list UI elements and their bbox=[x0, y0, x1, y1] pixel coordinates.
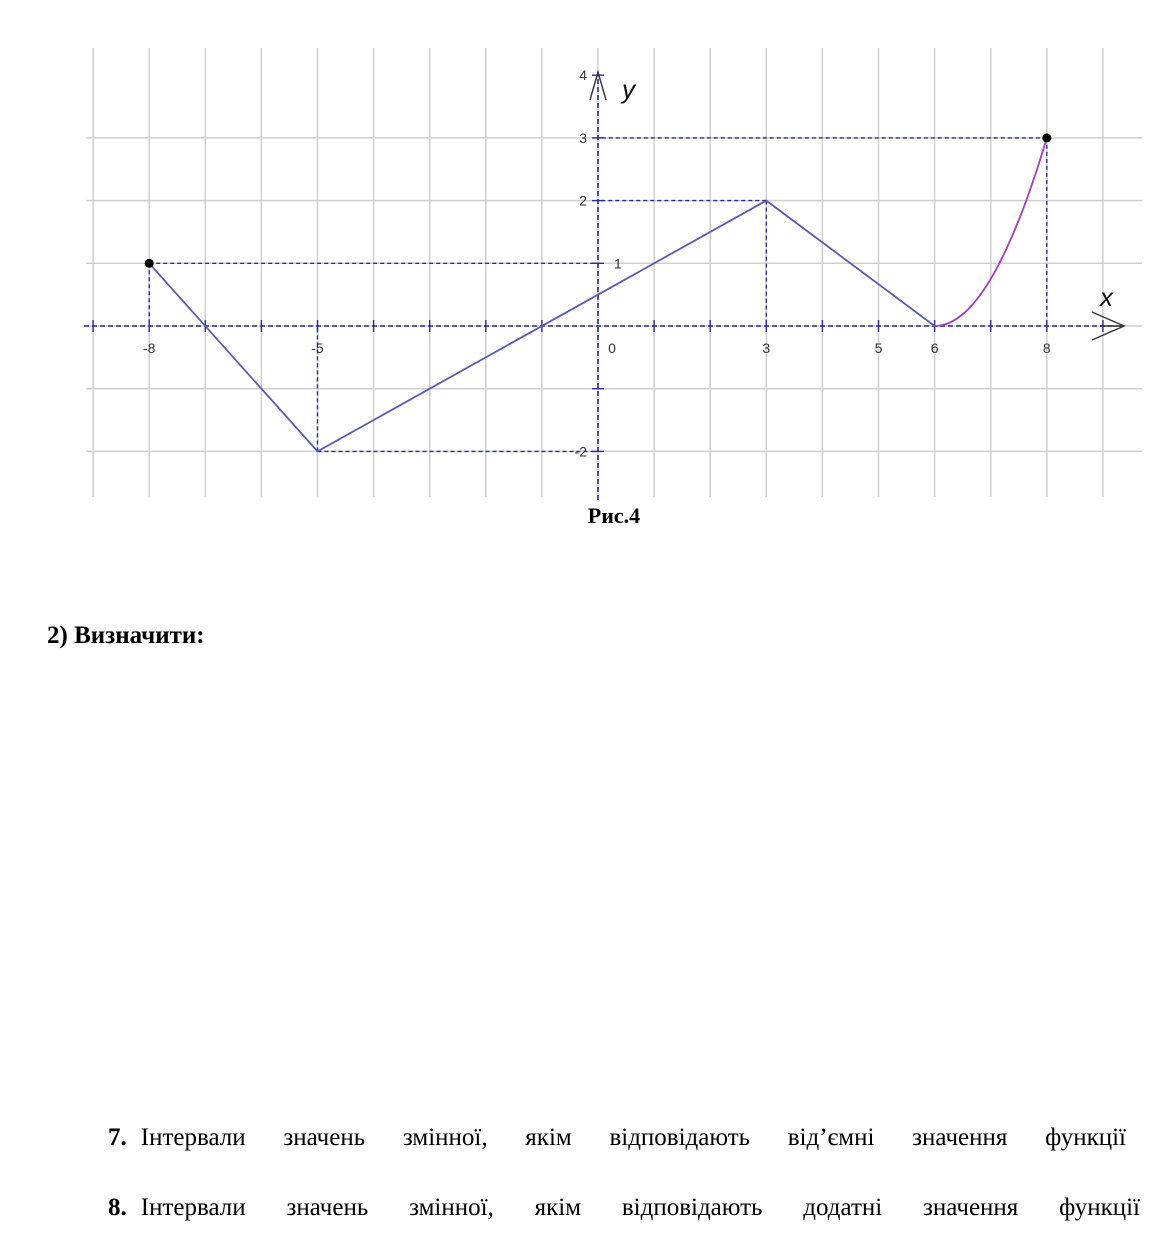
y-tick-label: 4 bbox=[579, 67, 587, 84]
x-axis-label: x bbox=[1100, 282, 1113, 312]
y-tick-label: 2 bbox=[579, 192, 587, 209]
y-tick-label: 3 bbox=[579, 129, 587, 146]
item-text: Інтервали значень змінної, якім відповідають додатні значення функції bbox=[140, 1194, 1140, 1221]
section-heading: 2) Визначити: bbox=[47, 622, 205, 649]
item-number: 8. bbox=[108, 1194, 127, 1221]
x-tick-label: 0 bbox=[608, 340, 616, 356]
x-tick-label: 3 bbox=[762, 340, 771, 356]
list-item bbox=[108, 1194, 1140, 1222]
endpoint-dot bbox=[145, 259, 154, 268]
y-axis-label: y bbox=[622, 74, 635, 104]
x-tick-label: -5 bbox=[311, 340, 324, 356]
y-tick-label: 1 bbox=[614, 255, 622, 272]
x-tick-label: 5 bbox=[874, 340, 883, 356]
y-tick-label: -2 bbox=[574, 443, 587, 460]
axes bbox=[84, 72, 1124, 500]
list-item bbox=[108, 1124, 1126, 1152]
x-tick-label: 6 bbox=[930, 340, 939, 356]
item-number: 7. bbox=[108, 1124, 127, 1151]
grid bbox=[86, 48, 1142, 497]
item-text: Інтервали значень змінної, якім відповідають від’ємні значення функції bbox=[140, 1124, 1126, 1151]
function-graph bbox=[0, 0, 1170, 540]
figure-caption: Рис.4 bbox=[587, 503, 641, 528]
endpoint-dot bbox=[1042, 133, 1051, 142]
x-tick-label: -8 bbox=[142, 340, 156, 356]
x-tick-label: 8 bbox=[1042, 340, 1051, 356]
